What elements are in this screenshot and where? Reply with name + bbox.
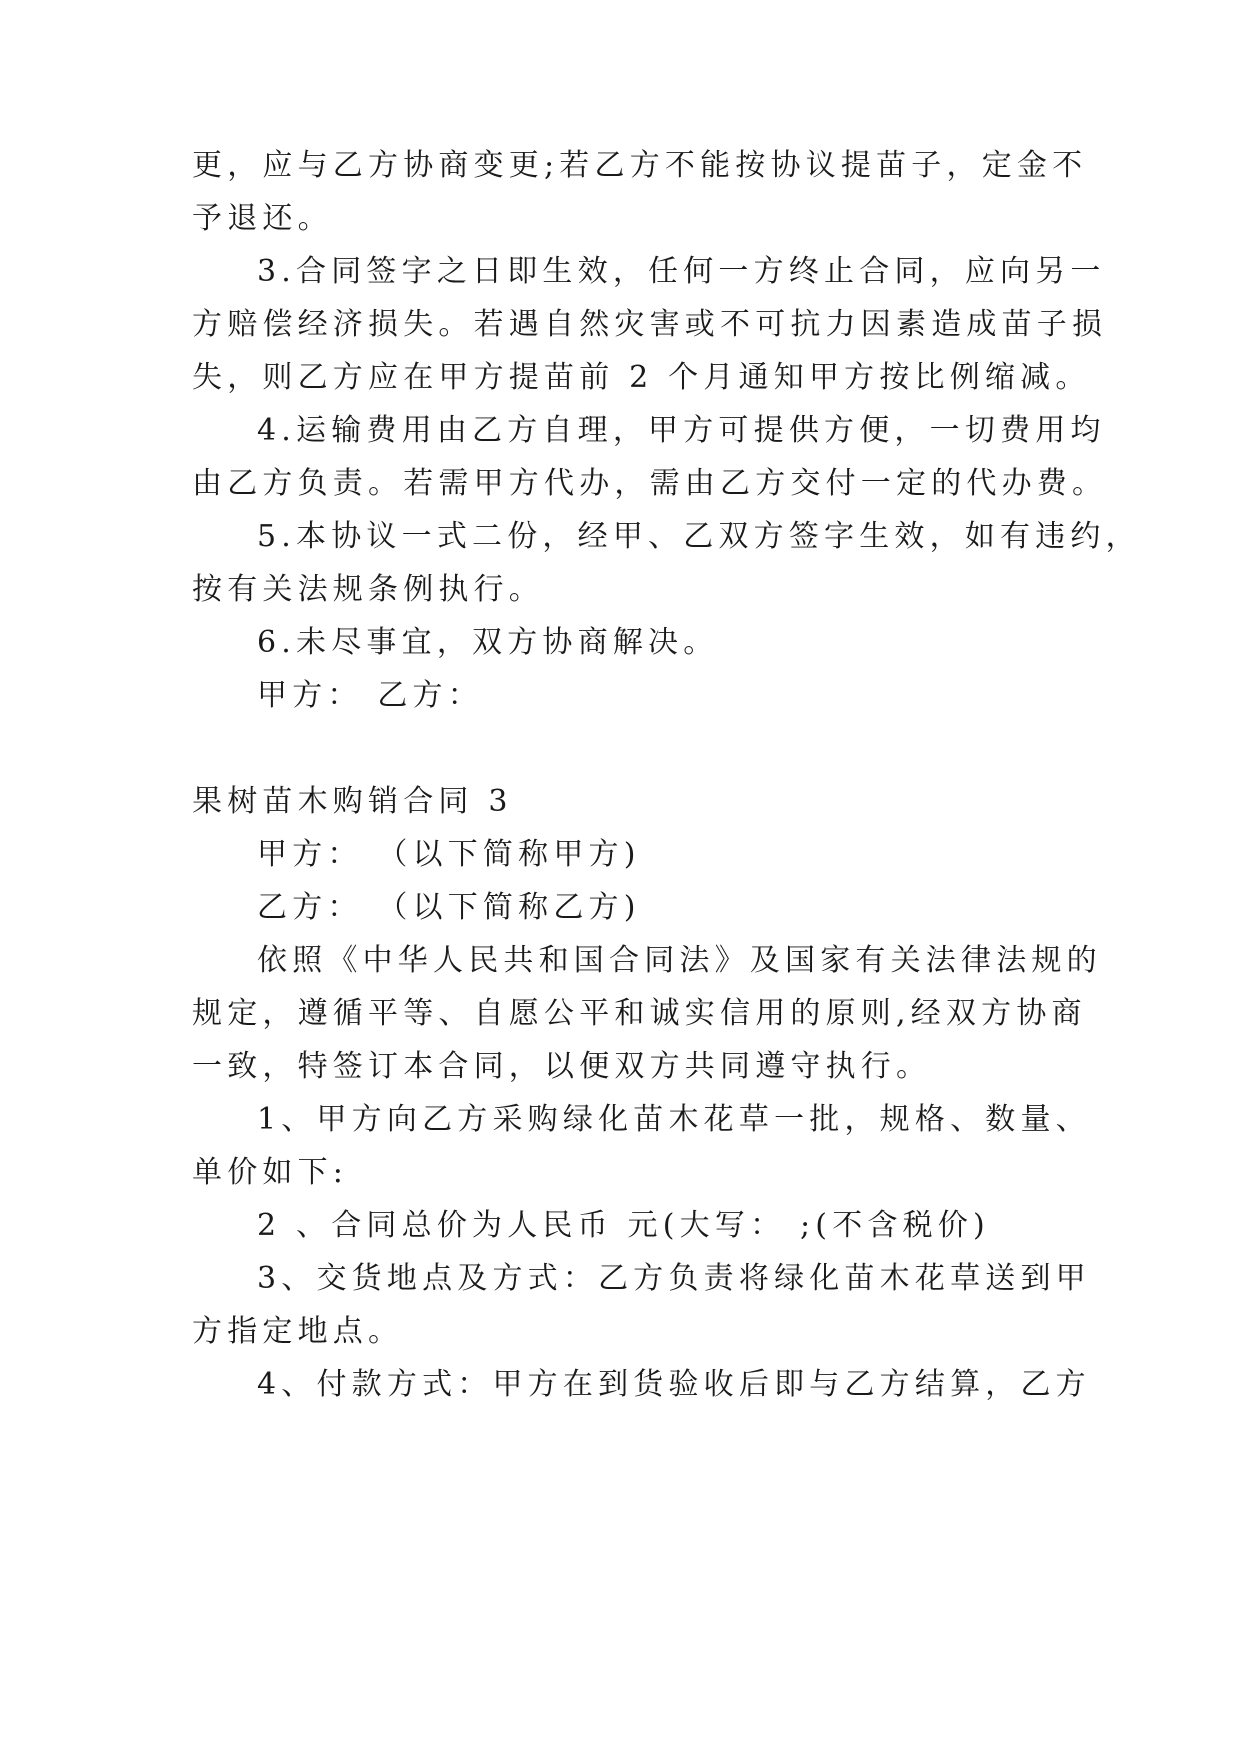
text-line: 方赔偿经济损失。若遇自然灾害或不可抗力因素造成苗子损: [192, 307, 1108, 342]
section-title: 果树苗木购销合同 3: [192, 784, 513, 819]
text-line: 5.本协议一式二份，经甲、乙双方签字生效，如有违约，: [257, 519, 1141, 554]
text-line: 由乙方负责。若需甲方代办，需由乙方交付一定的代办费。: [192, 466, 1108, 501]
party-a-line: 甲方： （以下简称甲方): [257, 837, 641, 872]
text-line: 6.未尽事宜，双方协商解决。: [257, 625, 719, 660]
text-line: 方指定地点。: [192, 1314, 404, 1349]
text-line: 1、甲方向乙方采购绿化苗木花草一批，规格、数量、: [257, 1102, 1091, 1137]
text-line: 更，应与乙方协商变更;若乙方不能按协议提苗子，定金不: [192, 148, 1088, 183]
text-line: 按有关法规条例执行。: [192, 572, 544, 607]
text-line: 规定，遵循平等、自愿公平和诚实信用的原则,经双方协商: [192, 996, 1087, 1031]
text-line: 失，则乙方应在甲方提苗前 2 个月通知甲方按比例缩减。: [192, 360, 1091, 395]
text-line: 3、交货地点及方式：乙方负责将绿化苗木花草送到甲: [257, 1261, 1091, 1296]
text-line: 4.运输费用由乙方自理，甲方可提供方便，一切费用均: [257, 413, 1106, 448]
text-line: 3.合同签字之日即生效，任何一方终止合同，应向另一: [257, 254, 1106, 289]
text-line: 予退还。: [192, 201, 333, 236]
text-line: 一致，特签订本合同，以便双方共同遵守执行。: [192, 1049, 932, 1084]
party-b-line: 乙方： （以下简称乙方): [257, 890, 641, 925]
signature-line: 甲方： 乙方：: [257, 678, 483, 713]
text-line: 4、付款方式：甲方在到货验收后即与乙方结算，乙方: [257, 1367, 1091, 1402]
text-line: 2 、合同总价为人民币 元(大写： ;(不含税价): [257, 1208, 990, 1243]
text-line: 依照《中华人民共和国合同法》及国家有关法律法规的: [257, 943, 1102, 978]
text-line: 单价如下:: [192, 1155, 349, 1190]
